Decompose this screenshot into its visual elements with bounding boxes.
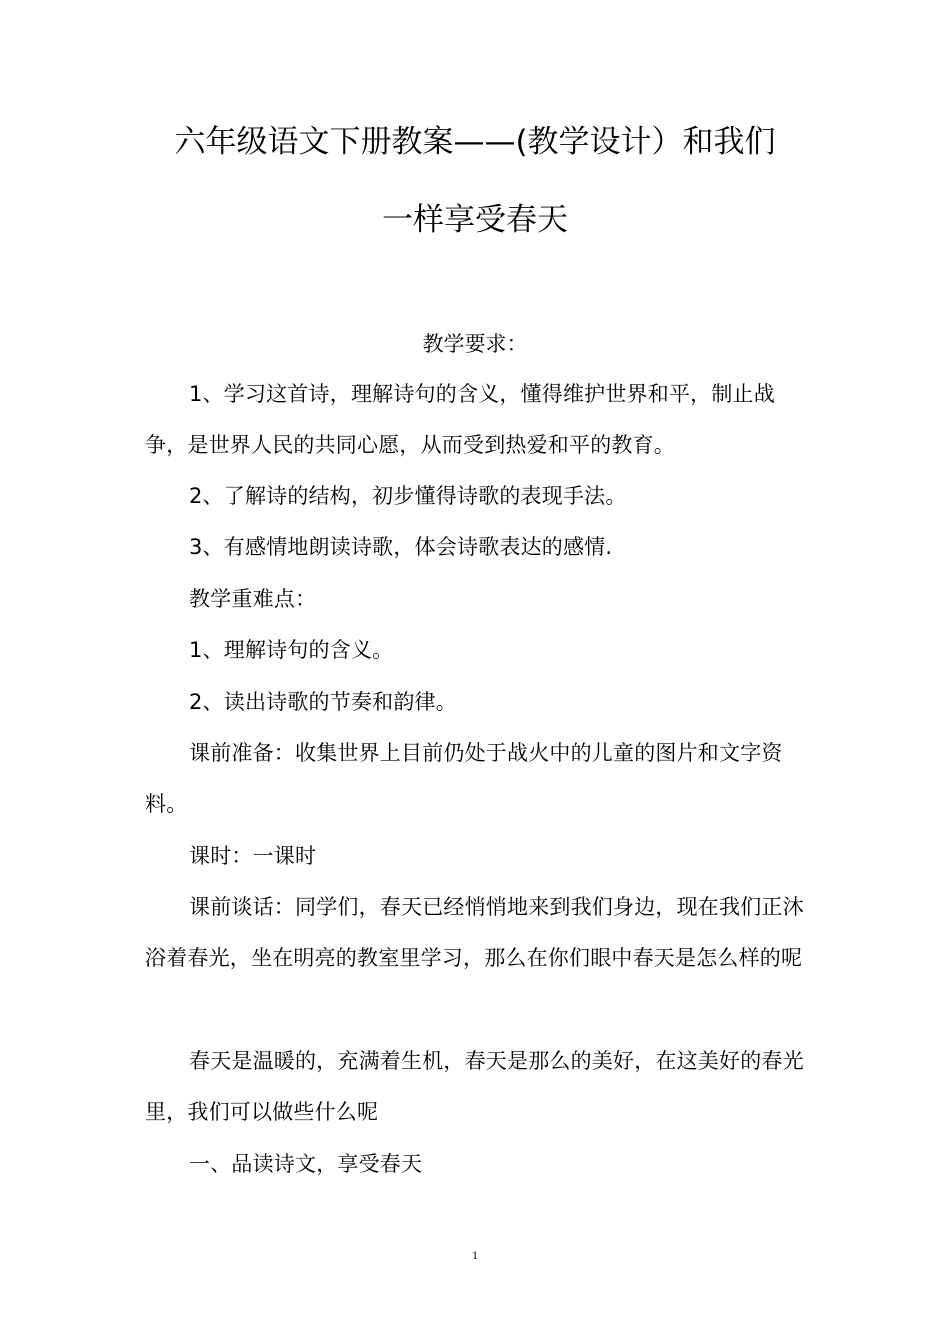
requirements-heading-text: 教学要求：	[422, 332, 528, 356]
spring-paragraph: 春天是温暖的，充满着生机，春天是那么的美好，在这美好的春光里，我们可以做些什么呢	[145, 1049, 804, 1124]
section-one-heading: 一、品读诗文，享受春天	[189, 1152, 423, 1176]
key-point-item-2: 2、读出诗歌的节奏和韵律。	[189, 690, 457, 714]
requirements-heading	[0, 327, 950, 361]
page-number: 1	[472, 1248, 478, 1262]
pre-class-talk-paragraph: 课前谈话：同学们，春天已经悄悄地来到我们身边，现在我们正沐浴着春光，坐在明亮的教室里学习，那么在你们眼中春天是怎么样的呢	[145, 895, 804, 970]
requirement-item-2: 2、了解诗的结构，初步懂得诗歌的表现手法。	[189, 484, 627, 508]
class-hours-paragraph: 课时：一课时	[189, 844, 317, 868]
key-point-item-1: 1、理解诗句的含义。	[189, 638, 394, 662]
document-title-line-2: 一样享受春天	[382, 202, 568, 238]
requirement-item-3: 3、有感情地朗读诗歌，体会诗歌表达的感情.	[189, 535, 613, 559]
requirement-item-1: 1、学习这首诗，理解诗句的含义，懂得维护世界和平，制止战争，是世界人民的共同心愿，从而受到热爱和平的教育。	[145, 382, 775, 457]
document-title-line-1: 六年级语文下册教案——(教学设计）和我们	[174, 124, 776, 160]
preparation-paragraph: 课前准备：收集世界上目前仍处于战火中的儿童的图片和文字资料。	[145, 741, 783, 816]
key-points-heading: 教学重难点：	[189, 587, 317, 611]
